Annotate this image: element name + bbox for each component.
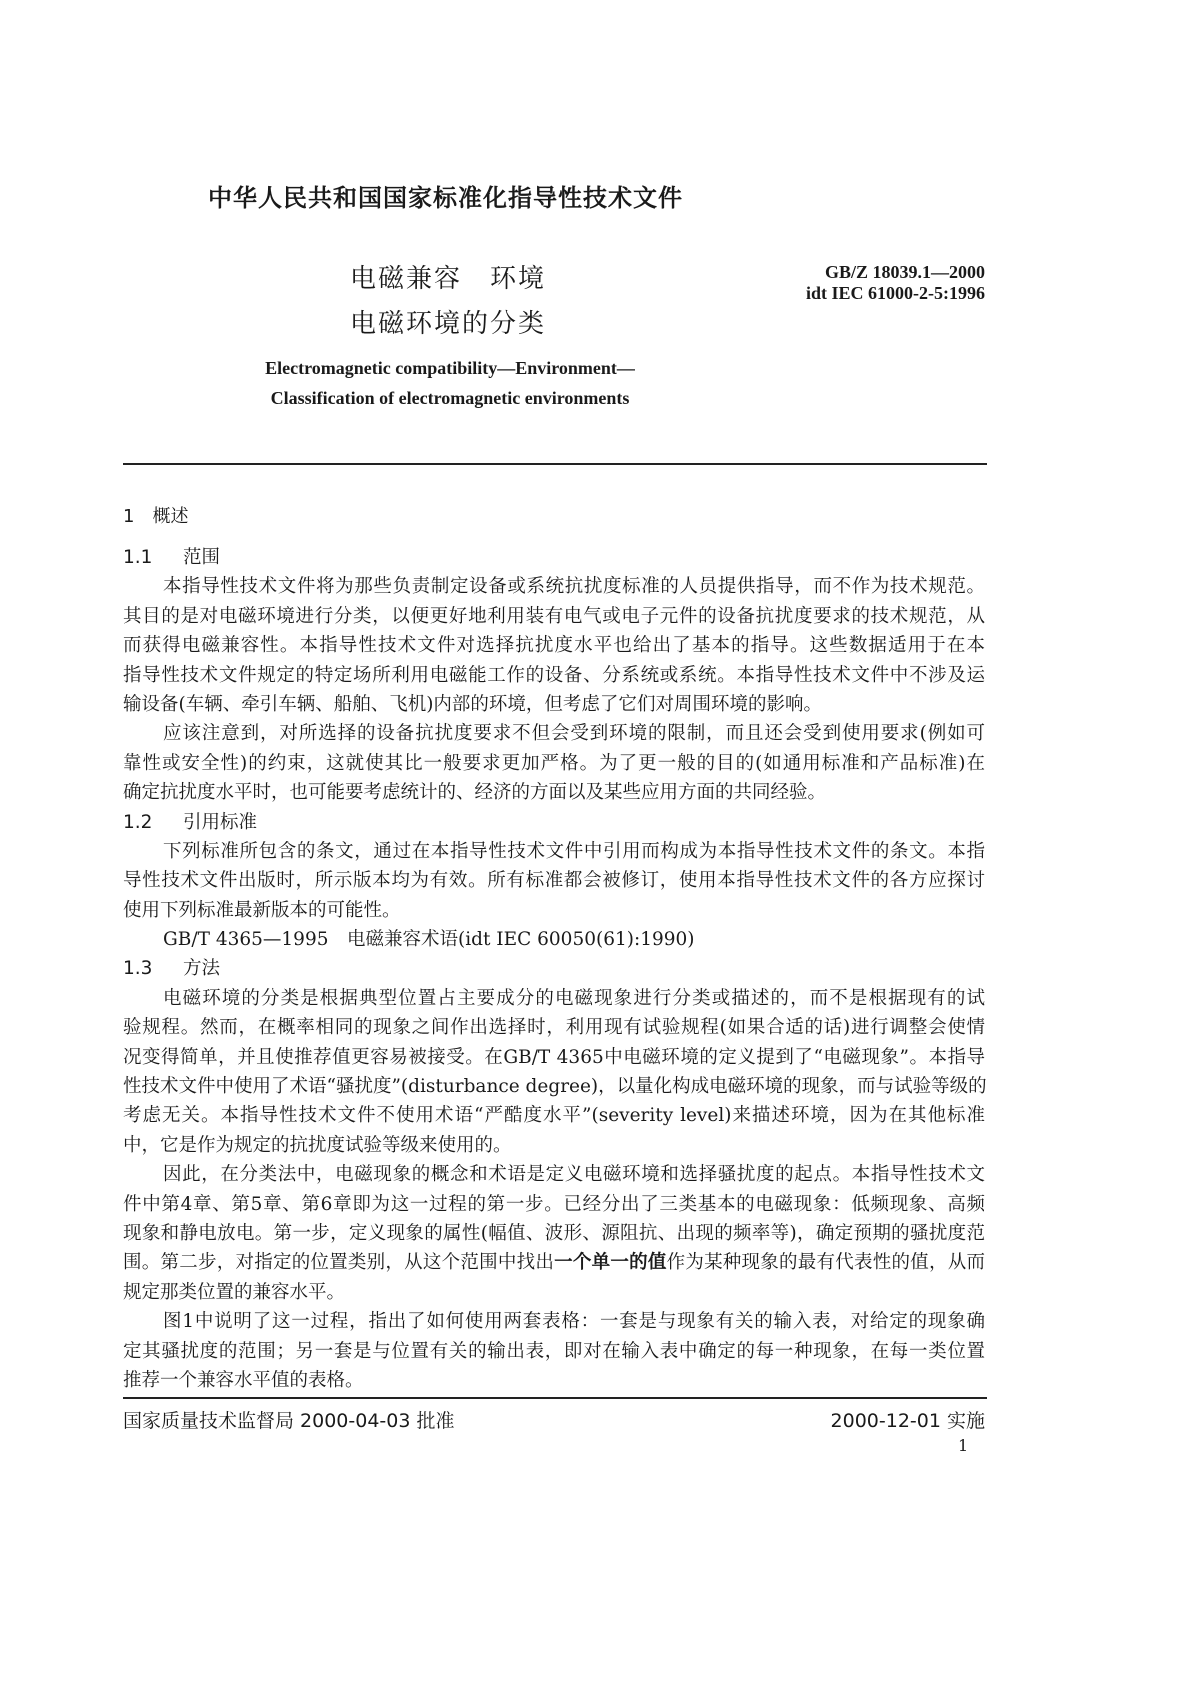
- chinese-title-line-2: 电磁环境的分类: [350, 309, 547, 339]
- section-title: 范围: [183, 547, 221, 568]
- paragraph-line: 考虑无关。本指导性技术文件不使用术语“严酷度水平”(severity level)来描述环境，因为在其他标准: [123, 1105, 985, 1127]
- paragraph-line: 图1中说明了这一过程，指出了如何使用两套表格：一套是与现象有关的输入表，对给定的现象确: [163, 1311, 985, 1333]
- document-category-header: 中华人民共和国国家标准化指导性技术文件: [208, 184, 683, 212]
- paragraph-line: 输设备(车辆、牵引车辆、船舶、飞机)内部的环境，但考虑了它们对周围环境的影响。: [123, 693, 822, 715]
- implementation-date: 2000-12-01 实施: [830, 1410, 985, 1432]
- section-number: 1.3: [123, 958, 153, 980]
- paragraph-line: 指导性技术文件规定的特定场所利用电磁能工作的设备、分系统或系统。本指导性技术文件中不涉及运: [123, 664, 985, 686]
- paragraph-line: 件中第4章、第5章、第6章即为这一过程的第一步。已经分出了三类基本的电磁现象：低频现象、高频: [123, 1193, 985, 1215]
- normative-reference: GB/T 4365—1995 电磁兼容术语(idt IEC 60050(61):1990): [163, 929, 695, 951]
- paragraph-line: 导性技术文件出版时，所示版本均为有效。所有标准都会被修订，使用本指导性技术文件的各方应探讨: [123, 870, 985, 892]
- paragraph-line: 而获得电磁兼容性。本指导性技术文件对选择抗扰度水平也给出了基本的指导。这些数据适用于在本: [123, 635, 985, 657]
- paragraph-line: 确定抗扰度水平时，也可能要考虑统计的、经济的方面以及某些应用方面的共同经验。: [123, 782, 827, 804]
- paragraph-line: 定其骚扰度的范围；另一套是与位置有关的输出表，即对在输入表中确定的每一种现象，在每一类位置: [123, 1340, 985, 1362]
- approval-date: 国家质量技术监督局 2000-04-03 批准: [123, 1410, 455, 1432]
- paragraph-line: 应该注意到，对所选择的设备抗扰度要求不但会受到环境的限制，而且还会受到使用要求(例如可: [163, 723, 985, 745]
- section-1-heading: 1 概述: [123, 506, 189, 527]
- english-title-line-2: Classification of electromagnetic environments: [270, 388, 630, 408]
- paragraph-line: 现象和静电放电。第一步，定义现象的属性(幅值、波形、源阻抗、出现的频率等)，确定预期的骚扰度范: [123, 1222, 985, 1244]
- equivalent-iec-code: idt IEC 61000-2-5:1996: [806, 283, 985, 303]
- text-segment: 作为某种现象的最有代表性的值，从而: [666, 1252, 985, 1274]
- body-text: [123, 543, 985, 1395]
- section-title: 方法: [183, 958, 221, 980]
- paragraph-line: 电磁环境的分类是根据典型位置占主要成分的电磁现象进行分类或描述的，而不是根据现有的试: [163, 987, 985, 1009]
- paragraph-line: 下列标准所包含的条文，通过在本指导性技术文件中引用而构成为本指导性技术文件的条文。本指: [163, 840, 985, 862]
- paragraph-line: 本指导性技术文件将为那些负责制定设备或系统抗扰度标准的人员提供指导，而不作为技术规范。: [163, 576, 985, 598]
- paragraph-line: 中，它是作为规定的抗扰度试验等级来使用的。: [123, 1134, 512, 1156]
- paragraph-line: 性技术文件中使用了术语“骚扰度”(disturbance degree)，以量化构成电磁环境的现象，而与试验等级的: [123, 1076, 987, 1098]
- section-1-1-heading: [123, 543, 985, 572]
- standard-number: [770, 262, 985, 304]
- standard-code: GB/Z 18039.1—2000: [824, 262, 985, 282]
- section-1-2-heading: [123, 808, 985, 837]
- paragraph-line: [123, 1248, 985, 1277]
- paragraph-line: 使用下列标准最新版本的可能性。: [123, 899, 401, 921]
- section-number: 1.1: [123, 547, 153, 568]
- paragraph-line: 推荐一个兼容水平值的表格。: [123, 1369, 364, 1391]
- section-title: 引用标准: [183, 811, 258, 833]
- section-number: 1.2: [123, 811, 153, 833]
- paragraph-line: 验规程。然而，在概率相同的现象之间作出选择时，利用现有试验规程(如果合适的话)进行调整会使情: [123, 1017, 985, 1039]
- paragraph-line: 规定那类位置的兼容水平。: [123, 1281, 346, 1303]
- paragraph-line: 因此，在分类法中，电磁现象的概念和术语是定义电磁环境和选择骚扰度的起点。本指导性技术文: [163, 1164, 985, 1186]
- page-number: 1: [958, 1436, 969, 1455]
- paragraph-line: 况变得简单，并且使推荐值更容易被接受。在GB/T 4365中电磁环境的定义提到了“电磁现象”。本指导: [123, 1046, 985, 1068]
- paragraph-line: 其目的是对电磁环境进行分类，以便更好地利用装有电气或电子元件的设备抗扰度要求的技术规范，从: [123, 605, 985, 627]
- section-1-3-heading: [123, 954, 985, 983]
- emphasized-text: 一个单一的值: [554, 1252, 667, 1274]
- footer-divider: [123, 1397, 987, 1399]
- chinese-title-line-1: 电磁兼容 环境: [350, 264, 547, 294]
- paragraph-line: 靠性或安全性)的约束，这就使其比一般要求更加严格。为了更一般的目的(如通用标准和产品标准)在: [123, 752, 985, 774]
- header-divider: [123, 463, 987, 465]
- text-segment: 围。第二步，对指定的位置类别，从这个范围中找出: [123, 1252, 555, 1274]
- english-title-line-1: Electromagnetic compatibility—Environment—: [265, 358, 635, 378]
